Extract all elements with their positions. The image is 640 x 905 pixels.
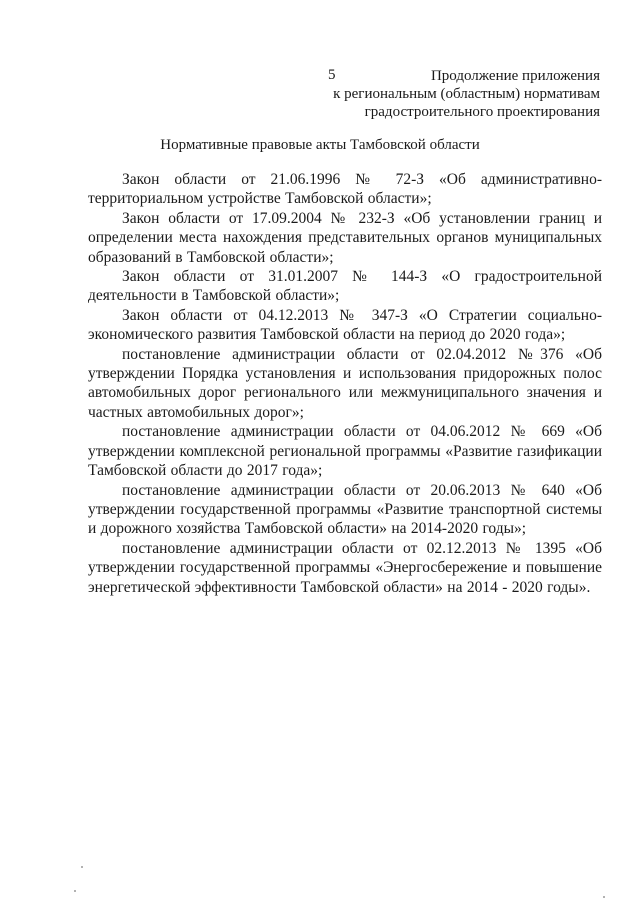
legal-act-item: Закон области от 31.01.2007 № 144-З «О градостроительной деятельности в Тамбовской области»; [88,268,602,305]
appendix-line: градостроительного проектирования [364,104,600,120]
legal-act-item: постановление администрации области от 02.04.2012 №376 «Об утверждении Порядка установления и использования придорожных полос автомобильных дорог регионального или межмуниципального значения и частных автомобильных дорог»; [88,345,602,421]
appendix-header [300,67,600,121]
page-number: 5 [328,67,336,83]
legal-act-item: постановление администрации области от 04.06.2012 № 669 «Об утверждении комплексной региональной программы «Развитие газификации Тамбовской области до 2017 года»; [88,423,602,480]
legal-act-item: Закон области от 21.06.1996 № 72-З «Об административно-территориальном устройстве Тамбовской области»; [88,171,602,208]
appendix-line: к региональным (областным) нормативам [333,86,600,102]
appendix-line: Продолжение приложения [430,68,600,84]
legal-act-item: Закон области от 17.09.2004 № 232-З «Об установлении границ и определении места нахождения представительных органов муниципальных образований в Тамбовской области»; [88,209,602,266]
legal-act-item: постановление администрации области от 20.06.2013 № 640 «Об утверждении государственной программы «Развитие транспортной системы и дорожного хозяйства Тамбовской области» на 2014-2020 годы»; [88,481,602,538]
scan-speck [603,896,605,898]
document-title: Нормативные правовые акты Тамбовской области [160,137,480,153]
scan-speck [74,890,76,892]
scan-speck [81,866,83,868]
legal-acts-list [88,170,602,597]
legal-act-item: Закон области от 04.12.2013 № 347-З «О Стратегии социально-экономического развития Тамбовской области на период до 2020 года»; [88,306,602,344]
legal-act-item: постановление администрации области от 02.12.2013 № 1395 «Об утверждении государственной программы «Энергосбережение и повышение энергетической эффективности Тамбовской области» на 2014 - 2020 годы». [88,539,602,596]
